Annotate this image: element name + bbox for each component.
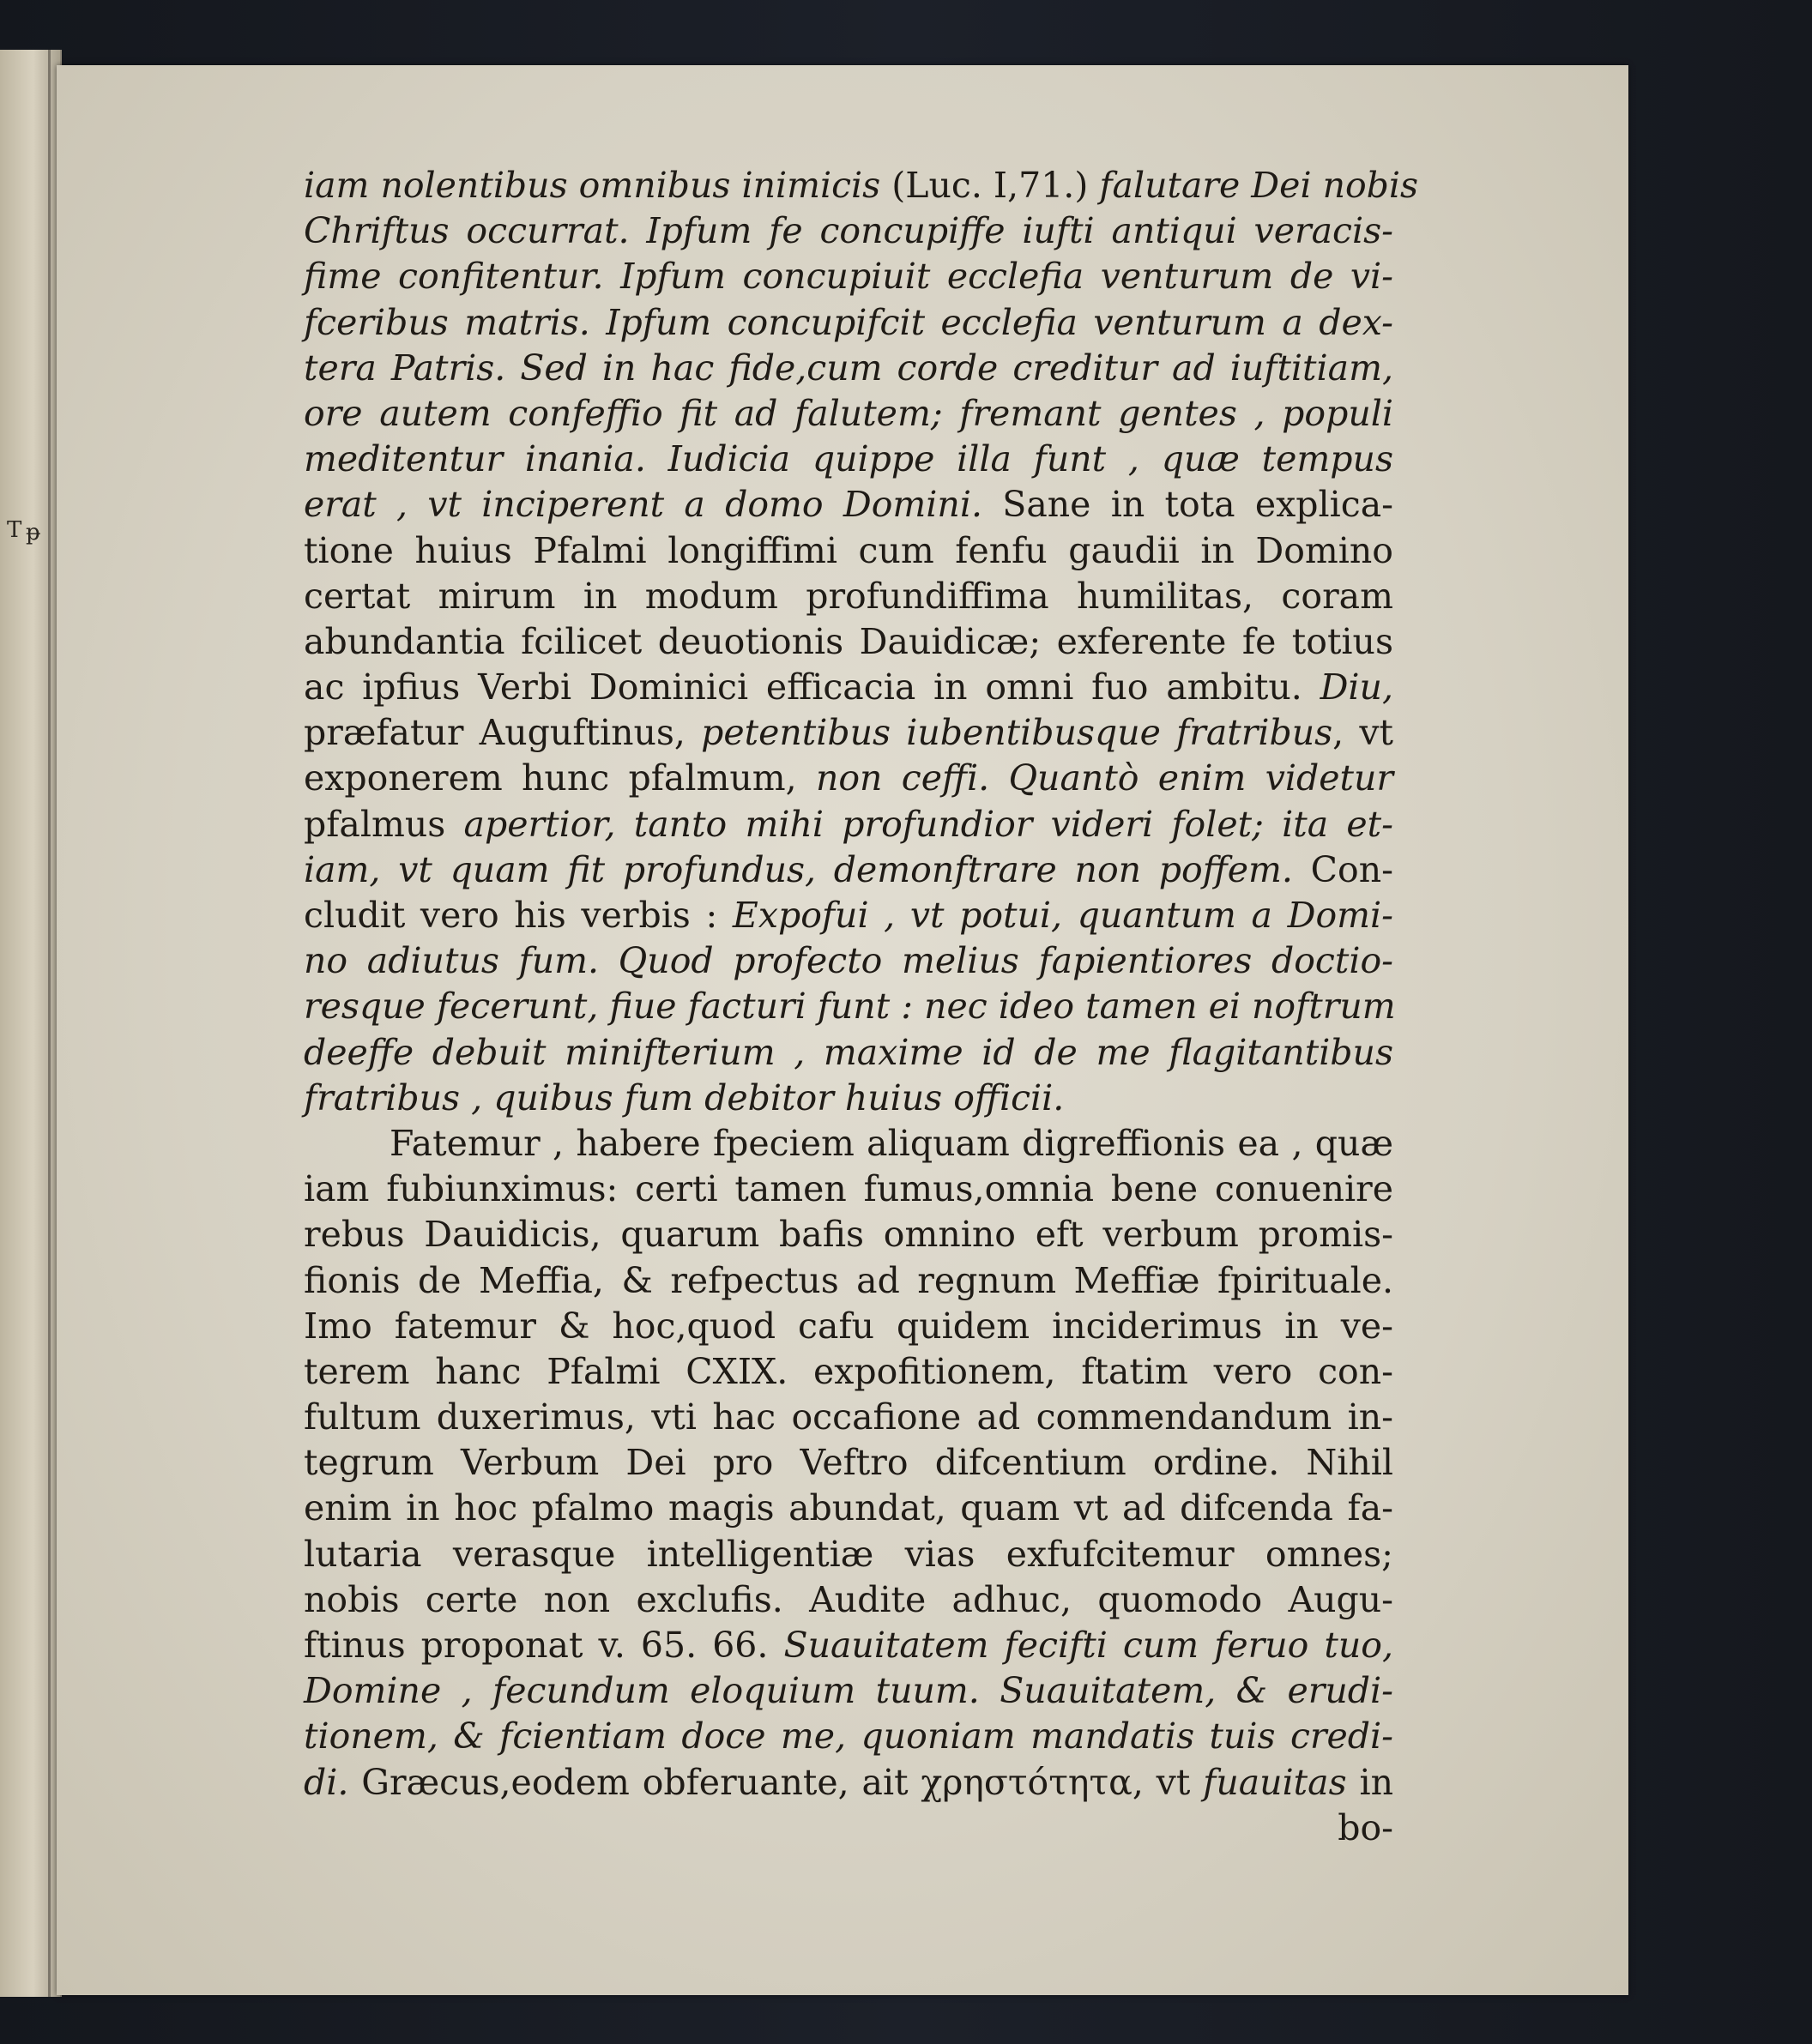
catchword: bo-: [1338, 1806, 1393, 1848]
roman-text: in: [1359, 1761, 1393, 1803]
italic-text: di.: [304, 1761, 362, 1803]
italic-text: resque fecerunt, fiue facturi funt : nec ideo tamen ei noftrum: [304, 986, 1396, 1028]
text-line: [304, 208, 1393, 254]
text-line: [304, 1349, 1393, 1395]
italic-text: non ceffi. Quantò enim videtur: [815, 757, 1393, 799]
text-line: [304, 437, 1393, 482]
page-text: [304, 163, 1419, 1851]
text-line: [304, 710, 1393, 756]
roman-text: pfalmus: [304, 803, 464, 845]
text-line: [304, 1486, 1393, 1531]
italic-text: fuauitas: [1203, 1761, 1360, 1803]
text-line: [304, 802, 1393, 847]
italic-text: erat , vt inciperent a domo Domini.: [304, 484, 1003, 526]
text-line: [304, 1760, 1393, 1806]
italic-text: fime confitentur. Ipfum concupiuit ecclefia venturum de vi-: [304, 256, 1393, 298]
roman-text: (Luc. I,71.): [891, 165, 1100, 206]
left-page-mark: T: [7, 517, 22, 543]
text-line: [304, 254, 1393, 299]
text-line: [304, 938, 1393, 984]
italic-text: tionem, & fcientiam doce me, quoniam mandatis tuis credi-: [304, 1715, 1393, 1758]
italic-text: deeffe debuit minifterium , maxime id de me flagitantibus: [304, 1031, 1393, 1073]
text-line: [304, 482, 1393, 528]
roman-text: abundantia fcilicet deuotionis Dauidicæ; exferente fe totius: [304, 620, 1393, 662]
italic-text: Expofui , vt potui, quantum a Domi-: [732, 895, 1393, 936]
roman-text: nobis certe non exclufis. Audite adhuc, quomodo Augu-: [304, 1578, 1393, 1620]
text-line: [304, 1714, 1393, 1759]
text-line: [304, 346, 1393, 391]
italic-text: Diu,: [1320, 666, 1393, 708]
roman-text: fultum duxerimus, vti hac occafione ad commendandum in-: [304, 1396, 1393, 1438]
text-line: [304, 984, 1396, 1029]
text-line: [304, 756, 1393, 801]
text-line: [304, 300, 1393, 346]
gutter-line: [48, 50, 51, 1997]
italic-text: apertior, tanto mihi profundior videri folet; ita et-: [463, 803, 1393, 845]
text-line: [304, 1668, 1393, 1714]
roman-text: Græcus,eodem obferuante, ait χρηστότητα, vt: [361, 1761, 1204, 1803]
text-line: [304, 574, 1393, 619]
roman-text: tegrum Verbum Dei pro Veftro difcentium ordine. Nihil: [304, 1442, 1393, 1484]
roman-text: Con-: [1310, 848, 1393, 890]
italic-text: petentibus iubentibusque fratribus: [701, 712, 1333, 754]
text-line: [304, 1623, 1393, 1668]
roman-text: enim in hoc pfalmo magis abundat, quam vt ad difcenda fa-: [304, 1487, 1393, 1529]
italic-text: Suauitatem fecifti cum feruo tuo,: [783, 1625, 1393, 1666]
roman-text: lutaria verasque intelligentiæ vias exfufcitemur omnes;: [304, 1533, 1393, 1575]
italic-text: fratribus , quibus fum debitor huius officii.: [304, 1076, 1065, 1118]
text-line: [304, 1121, 1393, 1167]
text-line: [304, 528, 1393, 574]
text-line: [304, 1167, 1393, 1212]
roman-text: fionis de Meffia, & refpectus ad regnum Meffiæ fpirituale.: [304, 1259, 1393, 1301]
roman-text: , vt: [1332, 712, 1393, 754]
italic-text: iam, vt quam fit profundus, demonftrare non poffem.: [304, 848, 1311, 890]
italic-text: meditentur inania. Iudicia quippe illa funt , quæ tempus: [304, 438, 1393, 480]
text-line: [304, 847, 1393, 893]
roman-text: certat mirum in modum profundiffima humilitas, coram: [304, 575, 1393, 617]
text-line: [304, 1212, 1393, 1257]
roman-text: Imo fatemur & hoc,quod cafu quidem inciderimus in ve-: [304, 1305, 1393, 1347]
italic-text: Domine , fecundum eloquium tuum. Suauitatem, & erudi-: [304, 1670, 1393, 1712]
roman-text: rebus Dauidicis, quarum bafis omnino eft verbum promis-: [304, 1214, 1393, 1256]
left-page-mark: ᵽ: [26, 520, 40, 546]
italic-text: fceribus matris. Ipfum concupifcit ecclefia venturum a dex-: [304, 301, 1393, 343]
italic-text: Chriftus occurrat. Ipfum fe concupiffe iufti antiqui veracis-: [304, 210, 1393, 252]
roman-text: exponerem hunc pfalmum,: [304, 757, 816, 799]
text-line: [304, 1258, 1393, 1304]
roman-text: præfatur Auguftinus,: [304, 712, 702, 754]
italic-text: falutare Dei nobis: [1099, 165, 1419, 206]
text-line: [304, 619, 1393, 665]
text-line: [304, 1304, 1393, 1349]
roman-text: Sane in tota explica-: [1002, 484, 1393, 526]
roman-text: cludit vero his verbis :: [304, 895, 733, 936]
italic-text: tera Patris. Sed in hac fide,cum corde creditur ad iuftitiam,: [304, 347, 1393, 389]
text-line: [304, 1030, 1393, 1076]
text-line: [304, 665, 1393, 710]
text-line: [304, 1076, 1393, 1121]
roman-text: Fatemur , habere fpeciem aliquam digreffionis ea , quæ: [390, 1122, 1393, 1164]
text-line: [304, 1532, 1393, 1577]
text-line: [304, 893, 1393, 938]
roman-text: iam fubiunximus: certi tamen fumus,omnia bene conuenire: [304, 1168, 1393, 1210]
text-line: [304, 1577, 1393, 1623]
italic-text: no adiutus fum. Quod profecto melius fapientiores doctio-: [304, 940, 1393, 982]
italic-text: ore autem confeffio fit ad falutem; fremant gentes , populi: [304, 392, 1393, 434]
roman-text: terem hanc Pfalmi CXIX. expofitionem, ftatim vero con-: [304, 1350, 1393, 1392]
roman-text: tione huius Pfalmi longiffimi cum fenfu gaudii in Domino: [304, 529, 1393, 571]
italic-text: iam nolentibus omnibus inimicis: [304, 165, 892, 206]
text-line: [304, 1395, 1393, 1440]
text-line: [304, 391, 1393, 437]
text-line: [304, 1440, 1393, 1486]
facing-page-edge: [0, 50, 62, 1997]
roman-text: ftinus proponat v. 65. 66.: [304, 1625, 784, 1666]
roman-text: ac ipfius Verbi Dominici efficacia in omni fuo ambitu.: [304, 666, 1320, 708]
book-page: [57, 65, 1628, 1995]
text-line: [304, 163, 1419, 208]
